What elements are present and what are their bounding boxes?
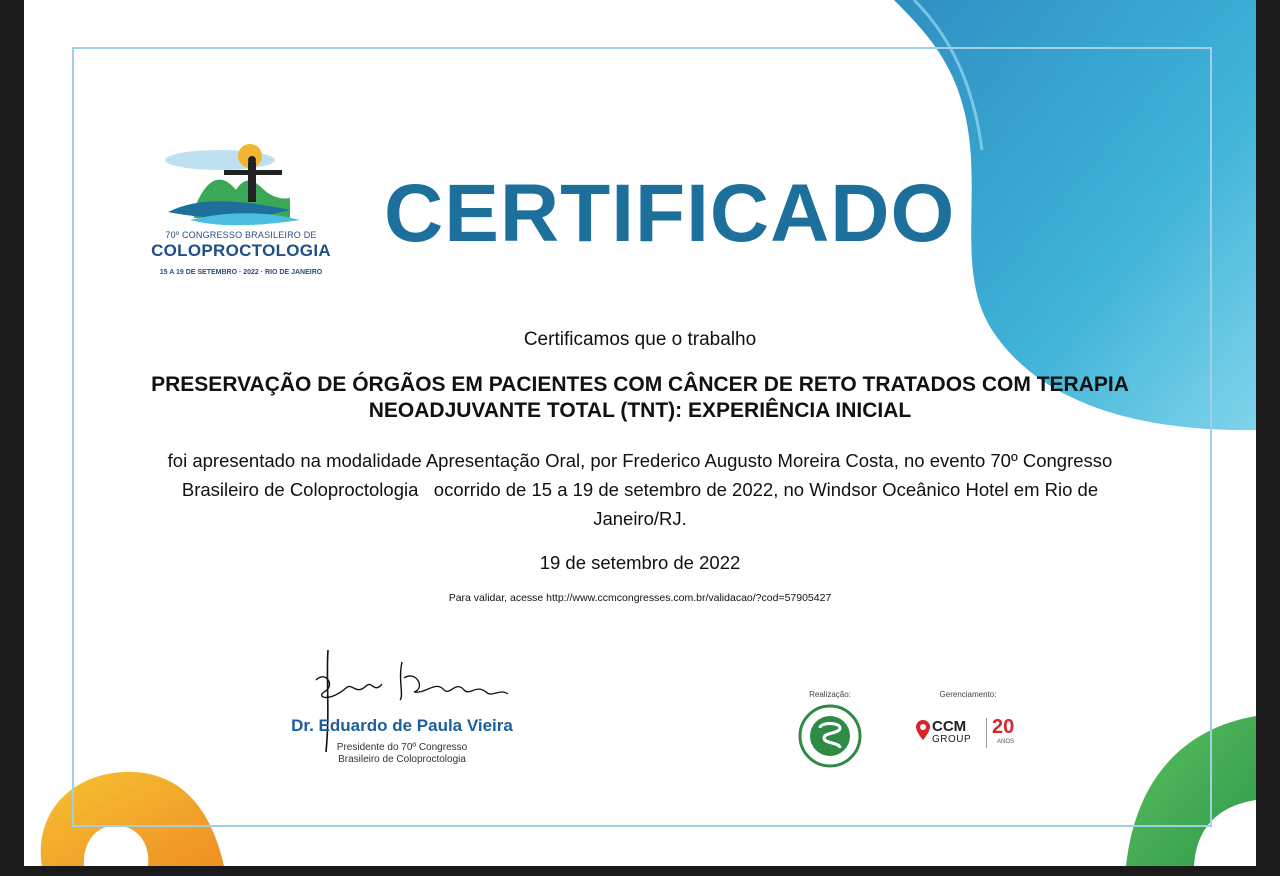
body-line-3: Janeiro/RJ.	[593, 508, 687, 529]
ccm-anos: ANOS	[997, 739, 1015, 745]
location-pin-icon	[916, 720, 930, 740]
ccm-divider	[986, 718, 987, 748]
certificate-sheet	[24, 0, 1256, 866]
logo-name: COLOPROCTOLOGIA	[151, 241, 331, 260]
logo-subtitle: 70º CONGRESSO BRASILEIRO DE	[165, 230, 317, 240]
signer-role-line-1: Presidente do 70º Congresso	[336, 742, 468, 753]
intro-text: Certificamos que o trabalho	[523, 329, 757, 350]
work-title-line-2: NEOADJUVANTE TOTAL (TNT): EXPERIÊNCIA INICIAL	[368, 399, 912, 422]
body-line-2: Brasileiro de Coloproctologia ocorrido de 15 a 19 de setembro de 2022, no Windsor Oceânico Hotel em Rio de	[181, 479, 1099, 500]
work-title	[74, 372, 1206, 424]
body-line-1: foi apresentado na modalidade Apresentação Oral, por Frederico Augusto Moreira Costa, no evento 70º Congresso	[167, 450, 1113, 471]
issue-date: 19 de setembro de 2022	[539, 552, 741, 573]
congress-logo	[150, 140, 332, 285]
certificate-title: CERTIFICADO	[384, 168, 956, 259]
validation-link[interactable]: Para validar, acesse http://www.ccmcongresses.com.br/validacao/?cod=57905427	[448, 592, 832, 604]
signer-name: Dr. Eduardo de Paula Vieira	[291, 716, 513, 735]
sbcp-seal-icon	[798, 704, 862, 768]
realizacao-label: Realização:	[809, 690, 851, 699]
ccm-years: 20	[992, 716, 1015, 738]
ccm-brand: CCM	[932, 718, 967, 735]
christ-redeemer-icon	[150, 140, 332, 230]
gerenciamento-label: Gerenciamento:	[939, 690, 997, 699]
certificate-body	[108, 446, 1172, 533]
signer-role-line-2: Brasileiro de Coloproctologia	[338, 754, 466, 765]
ccm-group-text: GROUP	[932, 734, 972, 745]
ccm-group-logo	[912, 714, 1032, 758]
work-title-line-1: PRESERVAÇÃO DE ÓRGÃOS EM PACIENTES COM CÂNCER DE RETO TRATADOS COM TERAPIA	[151, 373, 1129, 396]
logo-dates: 15 A 19 DE SETEMBRO · 2022 · RIO DE JANEIRO	[159, 269, 323, 276]
